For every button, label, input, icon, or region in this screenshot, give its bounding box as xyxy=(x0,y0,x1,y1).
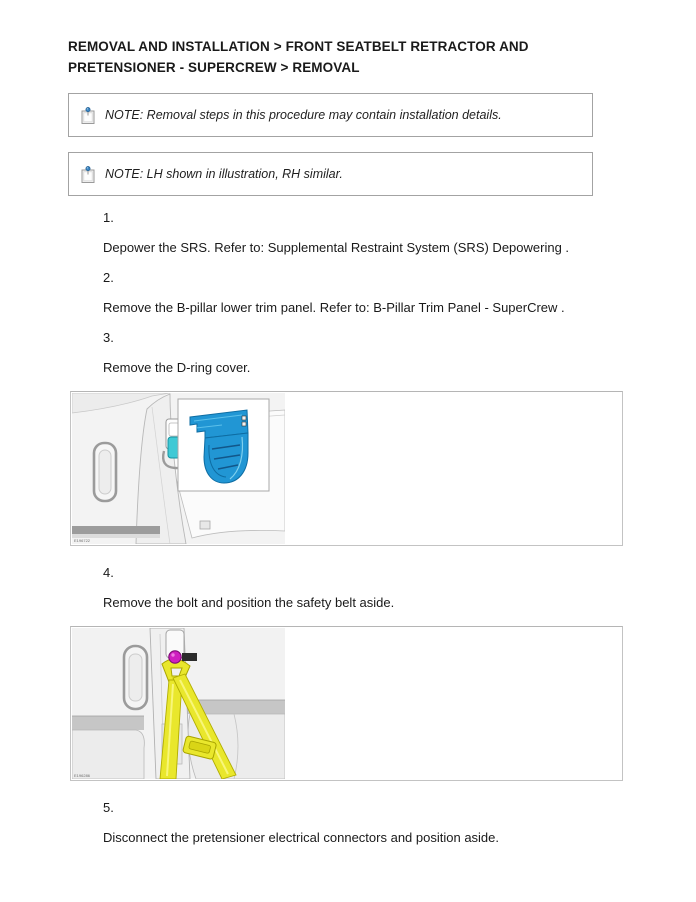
step-3-number: 3. xyxy=(103,330,114,345)
note-box-2 xyxy=(68,152,593,196)
figure-seatbelt-bolt xyxy=(70,626,623,781)
dring-cover-illustration xyxy=(72,393,285,544)
note-text: NOTE: LH shown in illustration, RH similar. xyxy=(105,167,343,181)
step-5-number: 5. xyxy=(103,800,114,815)
note-pin-icon xyxy=(81,107,95,124)
figure-id-label: E196722 xyxy=(74,538,91,543)
figure-id-label: E196286 xyxy=(74,773,91,778)
note-box-1 xyxy=(68,93,593,137)
note-pin-icon xyxy=(81,166,95,183)
step-4-text: Remove the bolt and position the safety belt aside. xyxy=(103,595,395,610)
step-3-text: Remove the D-ring cover. xyxy=(103,360,251,375)
note-text: NOTE: Removal steps in this procedure may contain installation details. xyxy=(105,108,502,122)
breadcrumb-title: REMOVAL AND INSTALLATION > FRONT SEATBELT RETRACTOR AND PRETENSIONER - SUPERCREW > REMOVAL xyxy=(68,39,529,75)
step-1-text: Depower the SRS. Refer to: Supplemental Restraint System (SRS) Depowering . xyxy=(103,240,570,255)
step-2-number: 2. xyxy=(103,270,114,285)
step-1-number: 1. xyxy=(103,210,114,225)
step-2-text: Remove the B-pillar lower trim panel. Refer to: B-Pillar Trim Panel - SuperCrew . xyxy=(103,300,565,315)
figure-dring-cover xyxy=(70,391,623,546)
step-4-number: 4. xyxy=(103,565,114,580)
step-5-text: Disconnect the pretensioner electrical connectors and position aside. xyxy=(103,830,500,845)
seatbelt-illustration xyxy=(72,628,285,779)
procedure-steps xyxy=(68,211,696,845)
